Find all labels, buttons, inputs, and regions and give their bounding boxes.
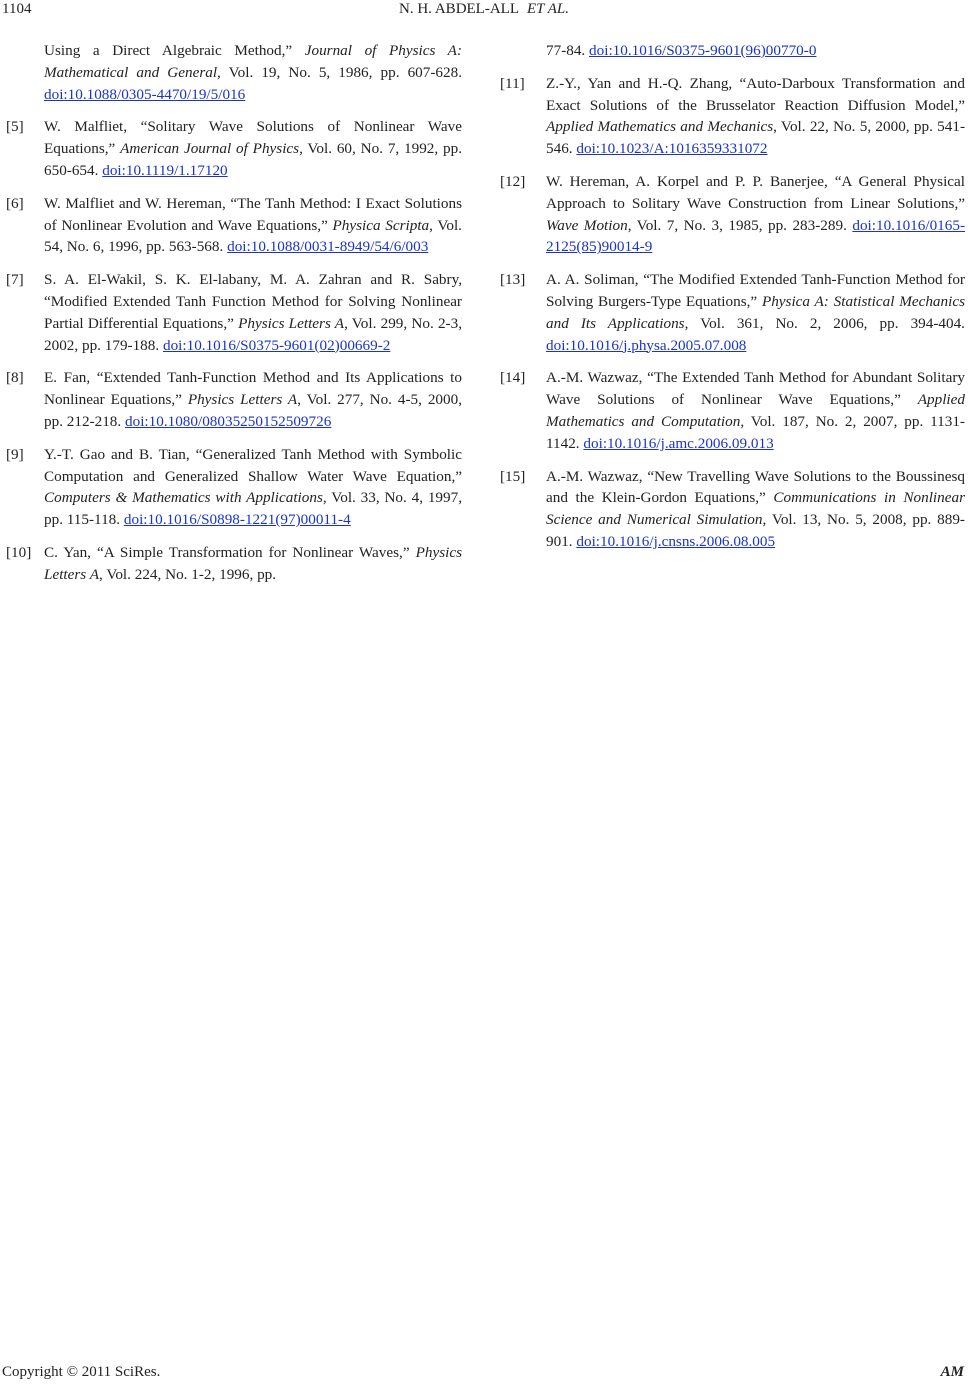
references-right-column bbox=[500, 40, 965, 564]
reference-journal: American Journal of Physics bbox=[120, 140, 300, 158]
reference-journal: Physics Letters A bbox=[44, 543, 462, 583]
reference-number: [13] bbox=[500, 271, 526, 289]
reference-journal: Physics Letters A bbox=[187, 391, 298, 409]
doi-link[interactable]: doi:10.1119/1.17120 bbox=[102, 161, 228, 179]
reference-entry bbox=[6, 444, 462, 531]
reference-text: A.-M. Wazwaz, “The Extended Tanh Method for Abundant Solitary Wave Solutions of Nonlinear Wave Equations,” bbox=[546, 369, 965, 409]
doi-link[interactable]: doi:10.1016/j.cnsns.2006.08.005 bbox=[576, 532, 776, 550]
reference-entry bbox=[500, 40, 965, 62]
reference-entry bbox=[500, 269, 965, 356]
reference-details: , Vol. 277, No. 4-5, 2000, pp. 212-218. bbox=[44, 391, 462, 430]
reference-details: , Vol. 22, No. 5, 2000, pp. 541-546. bbox=[546, 118, 965, 158]
reference-details: , Vol. 33, No. 4, 1997, pp. 115-118. bbox=[44, 489, 463, 529]
page-number: 1104 bbox=[2, 1, 32, 17]
doi-link[interactable]: doi:10.1016/S0898-1221(97)00011-4 bbox=[123, 511, 351, 529]
reference-number: [7] bbox=[6, 271, 24, 289]
reference-number: [15] bbox=[500, 467, 526, 485]
reference-entry bbox=[6, 367, 462, 432]
doi-link[interactable]: doi:10.1016/j.physa.2005.07.008 bbox=[546, 336, 747, 354]
doi-link[interactable]: doi:10.1080/08035250152509726 bbox=[125, 412, 332, 430]
reference-entry bbox=[6, 542, 462, 586]
reference-entry bbox=[500, 466, 965, 553]
reference-details: , Vol. 13, No. 5, 2008, pp. 889-901. bbox=[546, 511, 965, 550]
reference-text: W. Malfliet, “Solitary Wave Solutions of Nonlinear Wave Equations,” bbox=[44, 118, 462, 158]
reference-text: A.-M. Wazwaz, “New Travelling Wave Solutions to the Boussinesq and the Klein-Gordon Equations,” bbox=[546, 467, 965, 507]
reference-journal: Computers & Mathematics with Applications bbox=[44, 489, 323, 507]
page-footer bbox=[0, 1364, 968, 1386]
reference-text: 77-84. bbox=[546, 42, 590, 59]
reference-entry bbox=[500, 73, 965, 160]
doi-link[interactable]: doi:10.1016/0165-2125(85)90014-9 bbox=[546, 216, 965, 256]
reference-details: , Vol. 224, No. 1-2, 1996, pp. bbox=[99, 565, 277, 583]
reference-entry bbox=[6, 193, 462, 258]
journal-abbreviation: AM bbox=[940, 1364, 964, 1380]
reference-journal: Wave Motion bbox=[546, 216, 628, 234]
reference-journal: Physica A: Statistical Mechanics and Its Applications bbox=[546, 292, 965, 332]
reference-details: , Vol. 187, No. 2, 2007, pp. 1131-1142. bbox=[546, 412, 965, 452]
doi-link[interactable]: doi:10.1016/j.amc.2006.09.013 bbox=[583, 434, 774, 452]
reference-text: C. Yan, “A Simple Transformation for Nonlinear Waves,” bbox=[44, 543, 416, 561]
reference-text: Z.-Y., Yan and H.-Q. Zhang, “Auto-Darboux Transformation and Exact Solutions of the Brusselator Reaction Diffusion Model,” bbox=[546, 74, 965, 114]
running-head bbox=[0, 0, 968, 18]
reference-number: [10] bbox=[6, 543, 32, 561]
reference-journal: Journal of Physics A: Mathematical and General bbox=[44, 42, 463, 81]
reference-journal: Physica Scripta bbox=[332, 216, 430, 234]
reference-details: , Vol. 361, No. 2, 2006, pp. 394-404. bbox=[684, 314, 965, 332]
copyright-notice: Copyright © 2011 SciRes. bbox=[2, 1364, 161, 1380]
doi-link[interactable]: doi:10.1023/A:1016359331072 bbox=[576, 140, 768, 158]
reference-journal: Applied Mathematics and Mechanics bbox=[546, 118, 774, 136]
reference-text: A. A. Soliman, “The Modified Extended Tanh-Function Method for Solving Burgers-Type Equations,” bbox=[546, 271, 965, 310]
reference-text: Y.-T. Gao and B. Tian, “Generalized Tanh Method with Symbolic Computation and Generalized Shallow Water Wave Equation,” bbox=[44, 445, 462, 485]
reference-details: , Vol. 54, No. 6, 1996, pp. 563-568. bbox=[44, 216, 462, 256]
doi-link[interactable]: doi:10.1088/0031-8949/54/6/003 bbox=[227, 238, 429, 256]
reference-entry bbox=[6, 40, 462, 105]
reference-text: Using a Direct Algebraic Method,” bbox=[44, 42, 305, 59]
doi-link[interactable]: doi:10.1088/0305-4470/19/5/016 bbox=[44, 85, 246, 103]
references-left-column bbox=[6, 40, 462, 597]
reference-number: [6] bbox=[6, 194, 24, 212]
reference-details: , Vol. 19, No. 5, 1986, pp. 607-628. bbox=[217, 63, 462, 81]
reference-journal: Physics Letters A bbox=[238, 314, 345, 332]
page-header bbox=[0, 0, 968, 22]
running-head-et-al: ET AL. bbox=[527, 1, 569, 17]
reference-number: [11] bbox=[500, 74, 525, 92]
running-head-authors: N. H. ABDEL-ALL bbox=[399, 1, 520, 17]
reference-journal: Applied Mathematics and Computation bbox=[546, 391, 965, 430]
reference-details: , Vol. 299, No. 2-3, 2002, pp. 179-188. bbox=[44, 314, 462, 354]
reference-number: [8] bbox=[6, 369, 24, 387]
reference-details: , Vol. 60, No. 7, 1992, pp. 650-654. bbox=[44, 140, 463, 179]
reference-text: W. Hereman, A. Korpel and P. P. Banerjee, “A General Physical Approach to Solitary Wave Construction from Linear Solutions,” bbox=[546, 172, 965, 212]
reference-entry bbox=[6, 116, 462, 181]
reference-number: [12] bbox=[500, 172, 526, 190]
reference-journal: Communications in Nonlinear Science and Numerical Simulation bbox=[546, 489, 965, 529]
reference-number: [14] bbox=[500, 369, 526, 387]
doi-link[interactable]: doi:10.1016/S0375-9601(96)00770-0 bbox=[589, 42, 817, 59]
reference-entry bbox=[6, 269, 462, 356]
reference-text: W. Malfliet and W. Hereman, “The Tanh Method: I Exact Solutions of Nonlinear Evolution and Wave Equations,” bbox=[44, 194, 462, 234]
reference-text: S. A. El-Wakil, S. K. El-labany, M. A. Zahran and R. Sabry, “Modified Extended Tanh Function Method for Solving Nonlinear Partial Differential Equations,” bbox=[44, 271, 462, 332]
reference-number: [9] bbox=[6, 445, 24, 463]
reference-text: E. Fan, “Extended Tanh-Function Method and Its Applications to Nonlinear Equations,” bbox=[44, 369, 462, 409]
reference-details: , Vol. 7, No. 3, 1985, pp. 283-289. bbox=[627, 216, 853, 234]
reference-number: [5] bbox=[6, 118, 24, 136]
doi-link[interactable]: doi:10.1016/S0375-9601(02)00669-2 bbox=[162, 336, 391, 354]
reference-entry bbox=[500, 367, 965, 454]
reference-entry bbox=[500, 171, 965, 258]
